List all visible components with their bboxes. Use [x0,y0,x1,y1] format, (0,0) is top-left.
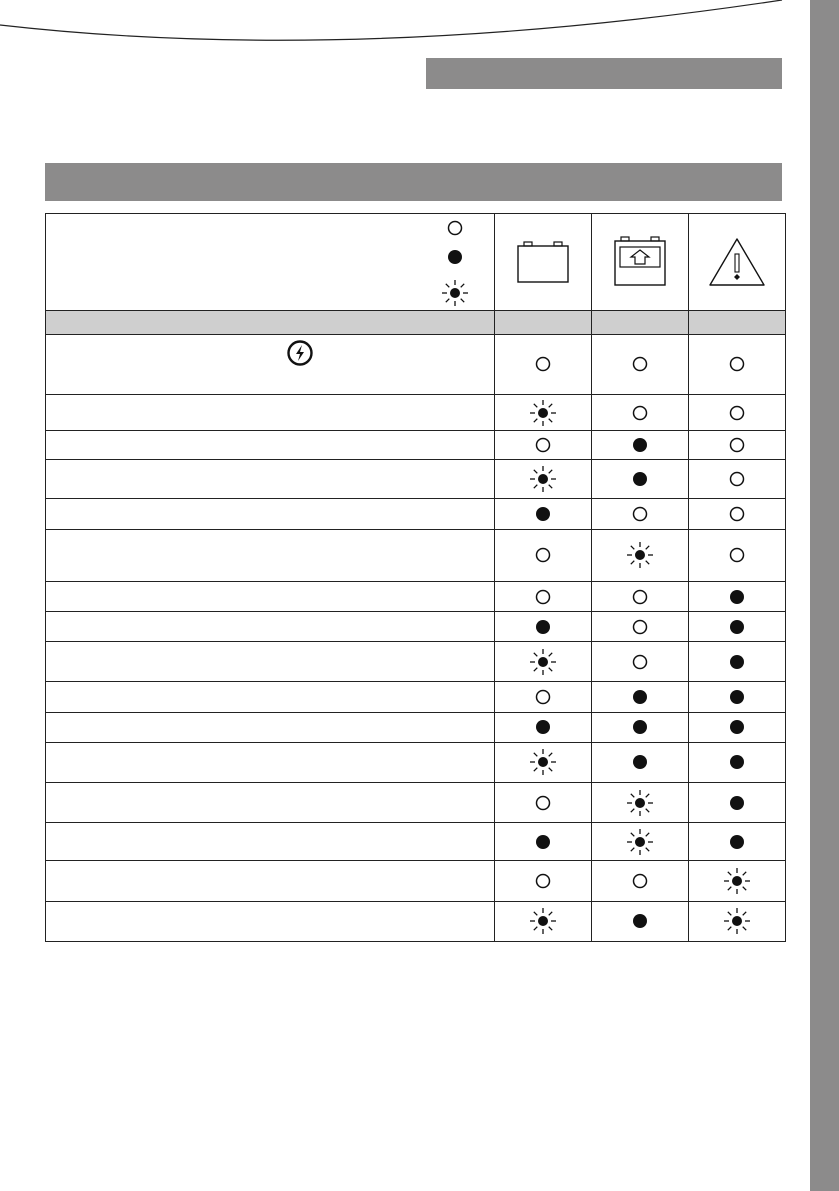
open-circle-icon [446,219,464,237]
indicator-cell [592,498,689,529]
indicator-cell [592,901,689,941]
filled-circle-icon [534,505,552,523]
cut-line-curve [0,0,839,50]
row-description-cell [46,682,495,712]
open-circle-icon [631,404,649,422]
blinking-circle-icon [528,464,558,494]
filled-circle-icon [631,718,649,736]
battery-column-header [495,214,592,311]
table-row [46,712,786,742]
table-row [46,823,786,861]
indicator-cell [592,431,689,460]
open-circle-icon [534,436,552,454]
top-header-bar [426,58,782,89]
indicator-cell [689,529,786,581]
side-tab [810,0,839,1191]
row-description-cell [46,529,495,581]
indicator-cell [495,642,592,682]
blinking-circle-icon [528,647,558,677]
open-circle-icon [534,355,552,373]
indicator-cell [592,612,689,642]
indicator-cell [495,498,592,529]
indicator-cell [689,712,786,742]
table-row [46,394,786,430]
indicator-cell [495,823,592,861]
table-row [46,581,786,611]
open-circle-icon [631,588,649,606]
open-circle-icon [631,355,649,373]
open-circle-icon [631,653,649,671]
indicator-cell [495,394,592,430]
row-description-cell [46,394,495,430]
filled-circle-icon [728,794,746,812]
table-band-row [46,310,786,334]
indicator-cell [689,642,786,682]
warning-triangle-icon [707,236,767,288]
blinking-circle-icon [528,398,558,428]
filled-circle-icon [534,833,552,851]
indicator-cell [592,529,689,581]
indicator-cell [689,783,786,823]
open-circle-icon [728,436,746,454]
row-description-cell [46,612,495,642]
indicator-cell [592,823,689,861]
filled-circle-icon [728,718,746,736]
table-row [46,460,786,498]
power-icon [286,339,314,367]
blinking-circle-icon [722,866,752,896]
blinking-circle-icon [625,540,655,570]
filled-circle-icon [534,618,552,636]
row-description-cell [46,460,495,498]
open-circle-icon [534,794,552,812]
battery-icon [515,238,571,286]
open-circle-icon [631,618,649,636]
indicator-cell [495,901,592,941]
indicator-cell [495,431,592,460]
legend [430,214,470,310]
filled-circle-icon [631,753,649,771]
indicator-cell [495,581,592,611]
table-row [46,612,786,642]
indicator-cell [689,823,786,861]
indicator-cell [495,861,592,901]
open-circle-icon [534,588,552,606]
table-row [46,783,786,823]
blinking-circle-icon [528,747,558,777]
indicator-cell [689,431,786,460]
blinking-circle-icon [625,827,655,857]
indicator-cell [495,612,592,642]
filled-circle-icon [631,912,649,930]
row-description-cell [46,581,495,611]
indicator-cell [689,742,786,782]
indicator-cell [689,861,786,901]
table-row [46,682,786,712]
filled-circle-icon [728,653,746,671]
open-circle-icon [728,505,746,523]
indicator-cell [592,783,689,823]
open-circle-icon [631,872,649,890]
indicator-cell [495,783,592,823]
table-row [46,529,786,581]
open-circle-icon [728,470,746,488]
row-description-cell [46,823,495,861]
legend-cell [46,214,495,311]
table-row [46,334,786,394]
table-row [46,861,786,901]
open-circle-icon [534,546,552,564]
open-circle-icon [631,505,649,523]
row-description-cell [46,498,495,529]
table-row [46,431,786,460]
indicator-cell [689,334,786,394]
filled-circle-icon [446,248,464,266]
indicator-cell [592,581,689,611]
open-circle-icon [728,546,746,564]
indicator-cell [495,529,592,581]
row-description-cell [46,334,495,394]
row-description-cell [46,431,495,460]
led-status-table [45,213,786,942]
open-circle-icon [728,404,746,422]
blinking-circle-icon [440,278,470,308]
row-description-cell [46,861,495,901]
filled-circle-icon [631,688,649,706]
filled-circle-icon [631,436,649,454]
indicator-cell [592,334,689,394]
table-row [46,901,786,941]
open-circle-icon [534,872,552,890]
indicator-cell [689,498,786,529]
indicator-cell [495,742,592,782]
row-description-cell [46,783,495,823]
indicator-cell [495,712,592,742]
indicator-cell [689,460,786,498]
filled-circle-icon [728,688,746,706]
filled-circle-icon [728,618,746,636]
row-description-cell [46,901,495,941]
indicator-cell [689,682,786,712]
indicator-cell [689,901,786,941]
indicator-cell [592,394,689,430]
indicator-cell [592,642,689,682]
indicator-cell [689,394,786,430]
blinking-circle-icon [625,788,655,818]
charging-column-header [592,214,689,311]
indicator-cell [689,581,786,611]
indicator-cell [495,682,592,712]
warning-column-header [689,214,786,311]
table-row [46,498,786,529]
indicator-cell [592,742,689,782]
blinking-circle-icon [722,906,752,936]
indicator-cell [689,612,786,642]
charging-house-icon [612,235,668,289]
filled-circle-icon [534,718,552,736]
filled-circle-icon [728,588,746,606]
table-header-row [46,214,786,311]
filled-circle-icon [631,470,649,488]
open-circle-icon [534,688,552,706]
indicator-cell [592,861,689,901]
filled-circle-icon [728,753,746,771]
row-description-cell [46,712,495,742]
table-row [46,742,786,782]
indicator-cell [592,682,689,712]
indicator-cell [495,460,592,498]
table-row [46,642,786,682]
indicator-cell [592,712,689,742]
filled-circle-icon [728,833,746,851]
row-description-cell [46,642,495,682]
row-description-cell [46,742,495,782]
indicator-cell [495,334,592,394]
blinking-circle-icon [528,906,558,936]
section-header-bar [45,163,782,201]
indicator-cell [592,460,689,498]
open-circle-icon [728,355,746,373]
